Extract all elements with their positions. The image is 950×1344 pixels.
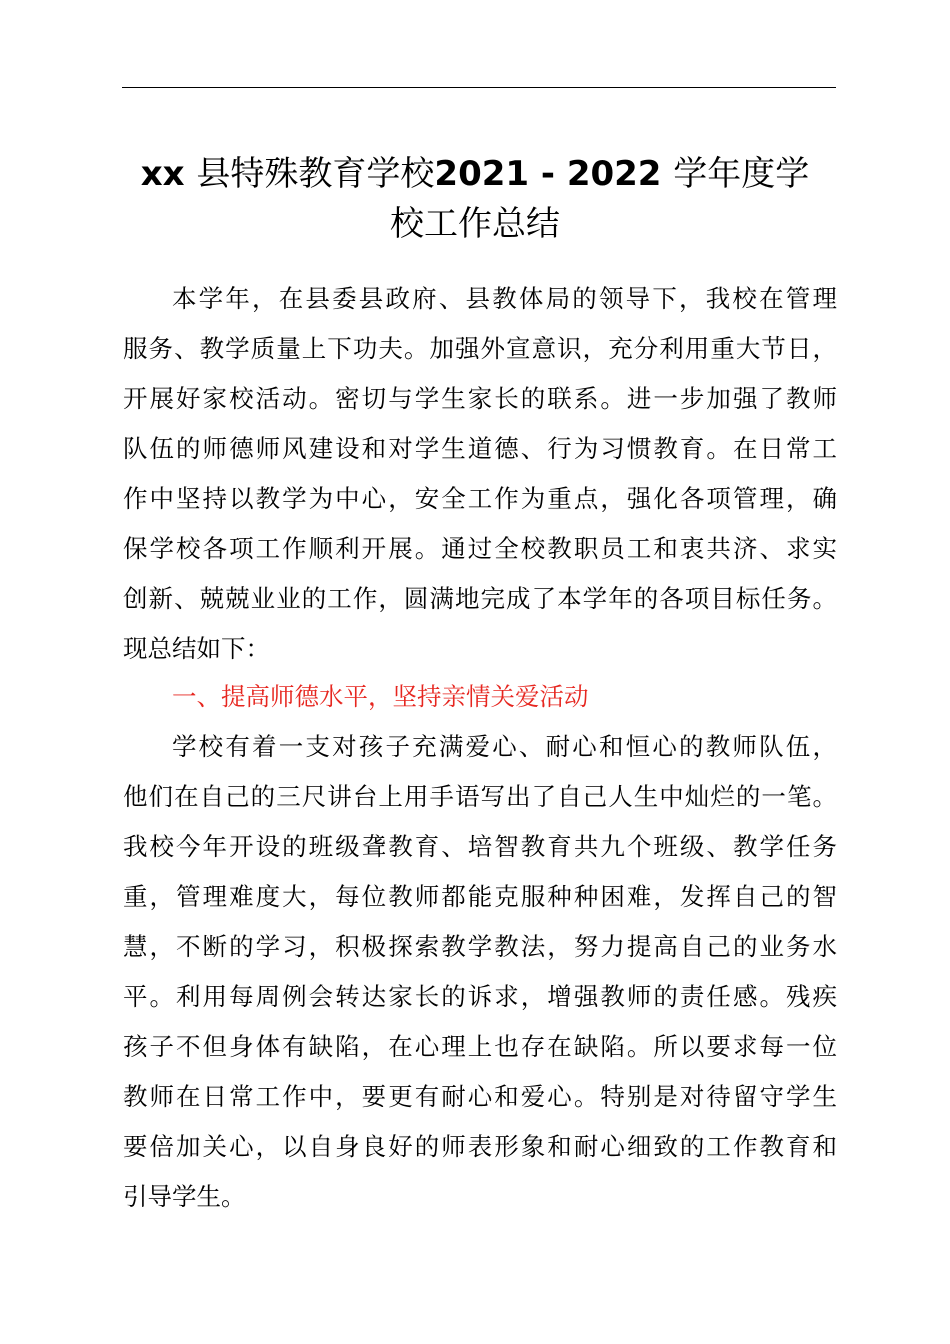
intro-paragraph-line: 服务、教学质量上下功夫。加强外宣意识，充分利用重大节日， (123, 334, 837, 363)
intro-paragraph-line: 保学校各项工作顺利开展。通过全校教职员工和衷共济、求实 (123, 534, 837, 563)
document-title-line-1: xx 县特殊教育学校2021 - 2022 学年度学 (140, 154, 810, 194)
intro-paragraph-line: 开展好家校活动。密切与学生家长的联系。进一步加强了教师 (123, 384, 837, 413)
intro-paragraph-line: 本学年，在县委县政府、县教体局的领导下，我校在管理 (172, 284, 837, 313)
section-1-paragraph-line: 慧，不断的学习，积极探索教学教法，努力提高自己的业务水 (123, 932, 837, 961)
intro-paragraph-line: 创新、兢兢业业的工作，圆满地完成了本学年的各项目标任务。 (123, 584, 837, 613)
section-1-paragraph-line: 平。利用每周例会转达家长的诉求，增强教师的责任感。残疾 (123, 982, 837, 1011)
section-1-heading: 一、提高师德水平，坚持亲情关爱活动 (172, 682, 589, 711)
section-1-paragraph-line: 教师在日常工作中，要更有耐心和爱心。特别是对待留守学生 (123, 1082, 837, 1111)
section-1-paragraph-line: 要倍加关心，以自身良好的师表形象和耐心细致的工作教育和 (123, 1132, 837, 1161)
section-1-paragraph-line: 孩子不但身体有缺陷，在心理上也存在缺陷。所以要求每一位 (123, 1032, 837, 1061)
intro-paragraph-line: 作中坚持以教学为中心，安全工作为重点，强化各项管理，确 (123, 484, 837, 513)
intro-paragraph-line: 队伍的师德师风建设和对学生道德、行为习惯教育。在日常工 (123, 434, 837, 463)
section-1-paragraph-line: 我校今年开设的班级聋教育、培智教育共九个班级、教学任务 (123, 832, 837, 861)
document-title-line-2: 校工作总结 (390, 204, 560, 244)
section-1-paragraph-line: 重，管理难度大，每位教师都能克服种种困难，发挥自己的智 (123, 882, 837, 911)
header-rule (122, 87, 836, 88)
section-1-paragraph-line: 引导学生。 (123, 1182, 246, 1211)
section-1-paragraph-line: 学校有着一支对孩子充满爱心、耐心和恒心的教师队伍， (172, 732, 837, 761)
section-1-paragraph-line: 他们在自己的三尺讲台上用手语写出了自己人生中灿烂的一笔。 (123, 782, 837, 811)
intro-paragraph-line: 现总结如下： (123, 634, 270, 663)
